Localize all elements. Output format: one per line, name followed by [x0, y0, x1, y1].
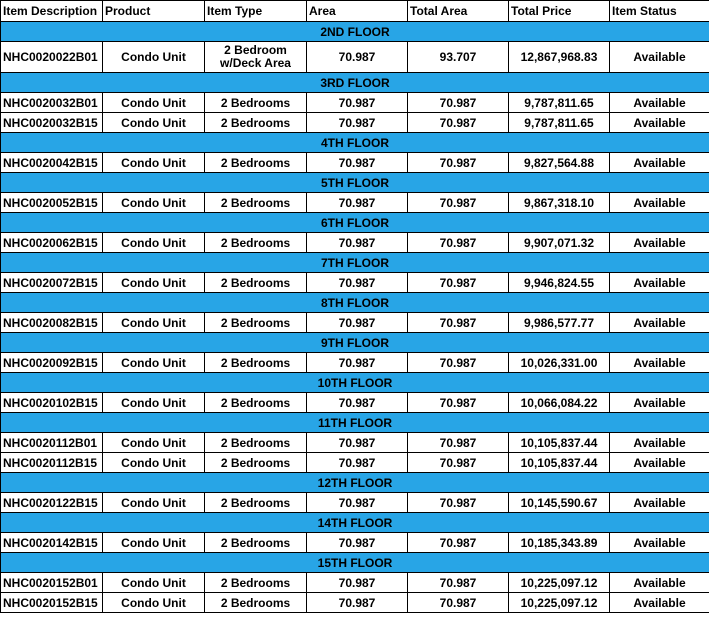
table-row	[1, 573, 709, 593]
column-header-area: Area	[307, 1, 408, 22]
product-cell: Condo Unit	[103, 313, 205, 333]
item-description-cell: NHC0020032B01	[1, 93, 103, 113]
area-cell: 70.987	[307, 433, 408, 453]
total-area-cell: 70.987	[408, 353, 509, 373]
product-cell: Condo Unit	[103, 42, 205, 73]
table-row	[1, 193, 709, 213]
area-cell: 70.987	[307, 533, 408, 553]
item-type-cell: 2 Bedrooms	[205, 393, 307, 413]
item-description-cell: NHC0020082B15	[1, 313, 103, 333]
total-area-cell: 70.987	[408, 113, 509, 133]
table-row	[1, 273, 709, 293]
product-cell: Condo Unit	[103, 153, 205, 173]
area-cell: 70.987	[307, 93, 408, 113]
total-area-cell: 93.707	[408, 42, 509, 73]
product-cell: Condo Unit	[103, 573, 205, 593]
floor-label: 8TH FLOOR	[1, 293, 709, 313]
product-cell: Condo Unit	[103, 233, 205, 253]
item-type-cell: 2 Bedrooms	[205, 153, 307, 173]
area-cell: 70.987	[307, 113, 408, 133]
floor-label: 11TH FLOOR	[1, 413, 709, 433]
item-description-cell: NHC0020072B15	[1, 273, 103, 293]
floor-label: 2ND FLOOR	[1, 22, 709, 42]
floor-header-row	[1, 173, 709, 193]
product-cell: Condo Unit	[103, 593, 205, 613]
total-area-cell: 70.987	[408, 453, 509, 473]
total-area-cell: 70.987	[408, 193, 509, 213]
area-cell: 70.987	[307, 493, 408, 513]
total-price-cell: 10,105,837.44	[509, 433, 610, 453]
item-status-cell: Available	[610, 433, 709, 453]
total-area-cell: 70.987	[408, 273, 509, 293]
item-status-cell: Available	[610, 493, 709, 513]
item-status-cell: Available	[610, 573, 709, 593]
item-type-cell: 2 Bedrooms	[205, 273, 307, 293]
table-body	[1, 22, 709, 613]
total-price-cell: 10,066,084.22	[509, 393, 610, 413]
total-price-cell: 12,867,968.83	[509, 42, 610, 73]
area-cell: 70.987	[307, 453, 408, 473]
item-status-cell: Available	[610, 533, 709, 553]
item-type-cell: 2 Bedrooms	[205, 533, 307, 553]
total-price-cell: 9,946,824.55	[509, 273, 610, 293]
product-cell: Condo Unit	[103, 93, 205, 113]
floor-header-row	[1, 293, 709, 313]
floor-header-row	[1, 413, 709, 433]
floor-label: 10TH FLOOR	[1, 373, 709, 393]
item-type-cell: 2 Bedroom w/Deck Area	[205, 42, 307, 73]
column-header-total-price: Total Price	[509, 1, 610, 22]
area-cell: 70.987	[307, 233, 408, 253]
table-row	[1, 533, 709, 553]
item-status-cell: Available	[610, 353, 709, 373]
product-cell: Condo Unit	[103, 433, 205, 453]
floor-label: 12TH FLOOR	[1, 473, 709, 493]
item-description-cell: NHC0020112B01	[1, 433, 103, 453]
total-area-cell: 70.987	[408, 93, 509, 113]
total-area-cell: 70.987	[408, 493, 509, 513]
item-description-cell: NHC0020042B15	[1, 153, 103, 173]
product-cell: Condo Unit	[103, 393, 205, 413]
column-header-item-status: Item Status	[610, 1, 709, 22]
item-type-cell: 2 Bedrooms	[205, 573, 307, 593]
floor-header-row	[1, 73, 709, 93]
item-status-cell: Available	[610, 393, 709, 413]
item-description-cell: NHC0020122B15	[1, 493, 103, 513]
product-cell: Condo Unit	[103, 273, 205, 293]
floor-header-row	[1, 133, 709, 153]
table-row	[1, 593, 709, 613]
table-row	[1, 433, 709, 453]
total-price-cell: 10,026,331.00	[509, 353, 610, 373]
area-cell: 70.987	[307, 193, 408, 213]
total-price-cell: 10,225,097.12	[509, 593, 610, 613]
column-header-total-area: Total Area	[408, 1, 509, 22]
item-type-cell: 2 Bedrooms	[205, 93, 307, 113]
item-status-cell: Available	[610, 93, 709, 113]
table-row	[1, 93, 709, 113]
column-header-item-type: Item Type	[205, 1, 307, 22]
total-price-cell: 10,105,837.44	[509, 453, 610, 473]
product-cell: Condo Unit	[103, 493, 205, 513]
item-type-cell: 2 Bedrooms	[205, 493, 307, 513]
item-description-cell: NHC0020152B15	[1, 593, 103, 613]
item-description-cell: NHC0020112B15	[1, 453, 103, 473]
area-cell: 70.987	[307, 313, 408, 333]
total-area-cell: 70.987	[408, 433, 509, 453]
area-cell: 70.987	[307, 153, 408, 173]
floor-header-row	[1, 473, 709, 493]
floor-label: 6TH FLOOR	[1, 213, 709, 233]
area-cell: 70.987	[307, 393, 408, 413]
table-row	[1, 153, 709, 173]
floor-label: 14TH FLOOR	[1, 513, 709, 533]
item-status-cell: Available	[610, 153, 709, 173]
item-status-cell: Available	[610, 193, 709, 213]
item-description-cell: NHC0020142B15	[1, 533, 103, 553]
floor-label: 9TH FLOOR	[1, 333, 709, 353]
area-cell: 70.987	[307, 42, 408, 73]
total-price-cell: 9,827,564.88	[509, 153, 610, 173]
item-status-cell: Available	[610, 593, 709, 613]
item-status-cell: Available	[610, 273, 709, 293]
total-price-cell: 9,986,577.77	[509, 313, 610, 333]
item-status-cell: Available	[610, 313, 709, 333]
item-type-cell: 2 Bedrooms	[205, 113, 307, 133]
table-row	[1, 353, 709, 373]
total-price-cell: 10,225,097.12	[509, 573, 610, 593]
total-area-cell: 70.987	[408, 573, 509, 593]
floor-header-row	[1, 253, 709, 273]
area-cell: 70.987	[307, 273, 408, 293]
item-status-cell: Available	[610, 453, 709, 473]
total-price-cell: 10,185,343.89	[509, 533, 610, 553]
table-row	[1, 233, 709, 253]
table-row	[1, 453, 709, 473]
product-cell: Condo Unit	[103, 113, 205, 133]
item-type-cell: 2 Bedrooms	[205, 193, 307, 213]
item-type-cell: 2 Bedrooms	[205, 593, 307, 613]
total-area-cell: 70.987	[408, 533, 509, 553]
table-row	[1, 393, 709, 413]
floor-header-row	[1, 553, 709, 573]
item-type-cell: 2 Bedrooms	[205, 433, 307, 453]
item-description-cell: NHC0020152B01	[1, 573, 103, 593]
floor-label: 3RD FLOOR	[1, 73, 709, 93]
total-price-cell: 9,907,071.32	[509, 233, 610, 253]
total-price-cell: 9,787,811.65	[509, 113, 610, 133]
table-row	[1, 313, 709, 333]
item-type-cell: 2 Bedrooms	[205, 353, 307, 373]
column-header-product: Product	[103, 1, 205, 22]
product-cell: Condo Unit	[103, 453, 205, 473]
item-description-cell: NHC0020052B15	[1, 193, 103, 213]
total-price-cell: 9,867,318.10	[509, 193, 610, 213]
total-area-cell: 70.987	[408, 153, 509, 173]
item-type-cell: 2 Bedrooms	[205, 233, 307, 253]
product-cell: Condo Unit	[103, 193, 205, 213]
item-status-cell: Available	[610, 42, 709, 73]
column-header-item-description: Item Description	[1, 1, 103, 22]
total-area-cell: 70.987	[408, 593, 509, 613]
floor-header-row	[1, 373, 709, 393]
total-area-cell: 70.987	[408, 313, 509, 333]
table-row	[1, 42, 709, 73]
item-description-cell: NHC0020092B15	[1, 353, 103, 373]
item-status-cell: Available	[610, 113, 709, 133]
floor-header-row	[1, 22, 709, 42]
floor-label: 4TH FLOOR	[1, 133, 709, 153]
total-area-cell: 70.987	[408, 393, 509, 413]
item-type-cell: 2 Bedrooms	[205, 453, 307, 473]
item-description-cell: NHC0020102B15	[1, 393, 103, 413]
table-row	[1, 493, 709, 513]
floor-label: 5TH FLOOR	[1, 173, 709, 193]
floor-header-row	[1, 513, 709, 533]
floor-label: 15TH FLOOR	[1, 553, 709, 573]
total-price-cell: 10,145,590.67	[509, 493, 610, 513]
total-area-cell: 70.987	[408, 233, 509, 253]
item-description-cell: NHC0020062B15	[1, 233, 103, 253]
item-status-cell: Available	[610, 233, 709, 253]
item-type-cell: 2 Bedrooms	[205, 313, 307, 333]
item-description-cell: NHC0020022B01	[1, 42, 103, 73]
area-cell: 70.987	[307, 353, 408, 373]
total-price-cell: 9,787,811.65	[509, 93, 610, 113]
product-cell: Condo Unit	[103, 533, 205, 553]
area-cell: 70.987	[307, 593, 408, 613]
header-row	[1, 1, 709, 22]
table-row	[1, 113, 709, 133]
product-cell: Condo Unit	[103, 353, 205, 373]
floor-header-row	[1, 213, 709, 233]
area-cell: 70.987	[307, 573, 408, 593]
floor-header-row	[1, 333, 709, 353]
floor-label: 7TH FLOOR	[1, 253, 709, 273]
item-description-cell: NHC0020032B15	[1, 113, 103, 133]
